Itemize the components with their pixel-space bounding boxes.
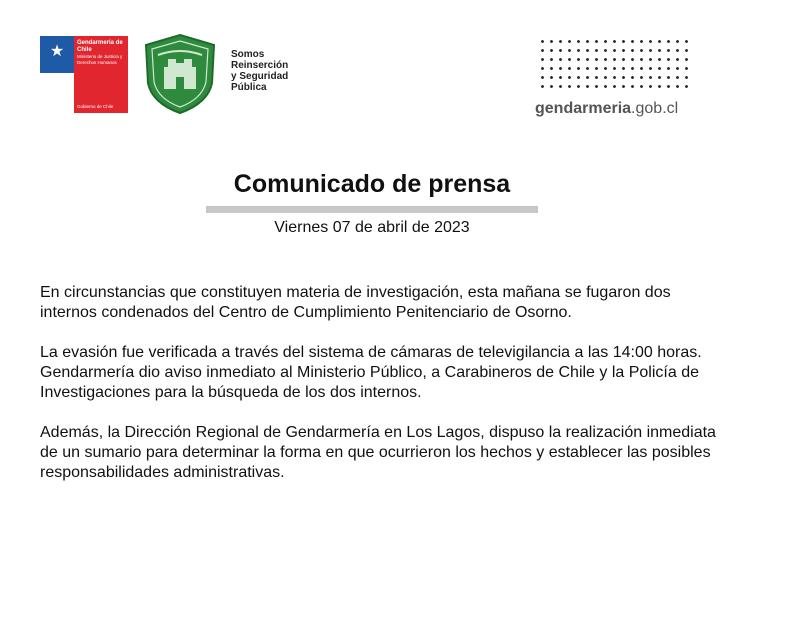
body-paragraph: En circunstancias que constituyen materia de investigación, esta mañana se fugaron dos internos condenados del Centro de Cumplimiento Penitenciario de Osorno. [40,284,671,321]
gov-logo-institution: Gendarmería de Chile [77,40,123,53]
motto-line: Reinserción [231,60,289,71]
motto-line: y Seguridad [231,71,289,82]
body-paragraph: La evasión fue verificada a través del sistema de cámaras de televigilancia a las 14:00 horas. Gendarmería dio aviso inmediato al Ministerio Público, a Carabineros de Chile y la Policía de Investigaciones para la búsqueda de los dos internos. [40,344,702,401]
document-date: Viernes 07 de abril de 2023 [274,219,470,236]
site-domain-suffix: .gob.cl [631,100,679,117]
site-domain [535,100,678,118]
body-paragraph: Además, la Dirección Regional de Gendarmería en Los Lagos, dispuso la realización inmediata de un sumario para determinar la forma en que ocurrieron los hechos y establecer las posibles responsabilidades administrativas. [40,424,716,481]
flag-star-icon: ★ [49,43,65,60]
gov-logo-ministry: Ministerio de Justicia y Derechos Humanos [77,54,123,65]
gov-logo-footer: Gobierno de Chile [77,104,114,109]
title-underline [206,206,538,213]
gendarmeria-shield-icon [142,33,218,115]
site-domain-bold: gendarmeria [535,100,632,117]
gobierno-de-chile-logo [40,36,128,113]
document-body [40,283,720,503]
motto-line: Pública [231,82,267,93]
institutional-motto [231,49,288,93]
document-title: Comunicado de prensa [233,170,511,198]
motto-line: Somos [231,49,265,60]
dot-grid-decoration [538,37,688,89]
